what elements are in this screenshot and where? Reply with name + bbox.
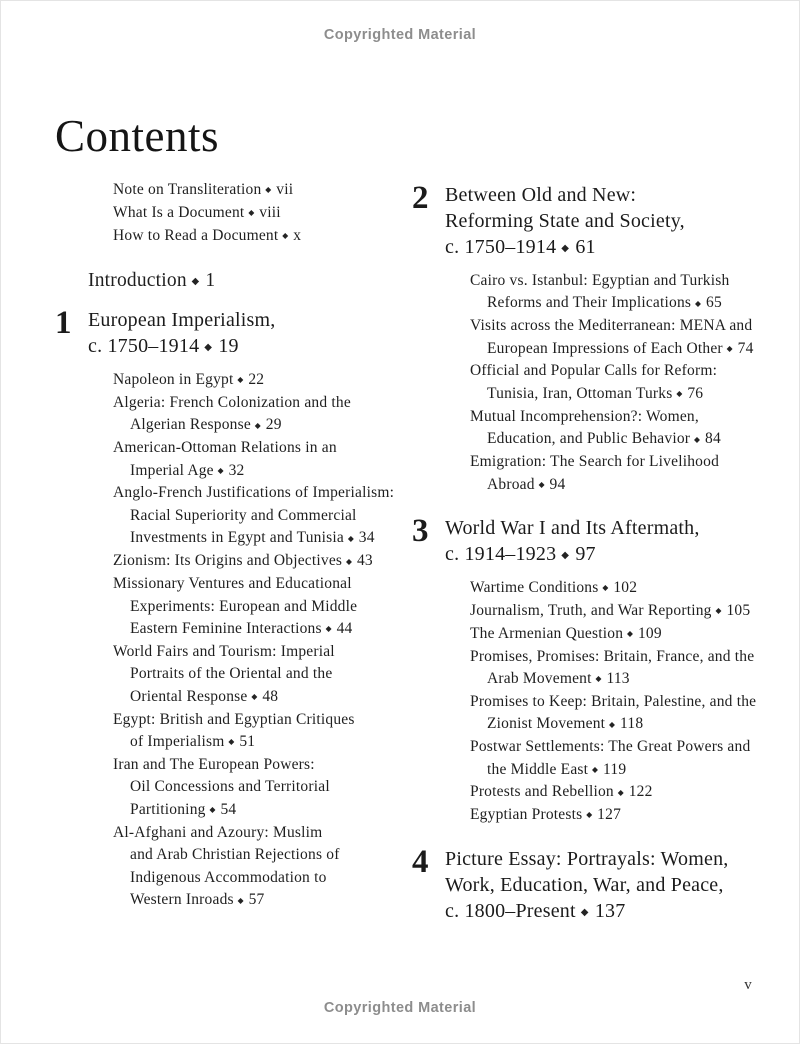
diamond-separator-icon: ◆ (538, 479, 545, 489)
chapter-title-line: c. 1750–1914 ◆ 61 (445, 234, 796, 262)
entry-line: Tunisia, Iran, Ottoman Turks ◆ 76 (487, 383, 796, 406)
right-column (412, 182, 796, 926)
page-number: 109 (637, 624, 662, 642)
toc-entry (113, 392, 407, 437)
diamond-separator-icon: ◆ (204, 342, 213, 354)
entry-line: Official and Popular Calls for Reform: (470, 362, 718, 380)
diamond-separator-icon: ◆ (586, 810, 593, 820)
page-number: 34 (358, 529, 375, 547)
entry-line: Iran and The European Powers: (113, 755, 315, 773)
page-number: 119 (603, 760, 627, 778)
chapter-title (445, 182, 796, 262)
entry-line: Oil Concessions and Territorial (130, 778, 330, 796)
entry-line: Visits across the Mediterranean: MENA and (470, 317, 753, 335)
entry-line: Missionary Ventures and Educational (113, 575, 352, 593)
page-number: 97 (575, 543, 596, 566)
entry-line: Indigenous Accommodation to (130, 868, 327, 886)
toc-entry (470, 577, 796, 600)
chapter-title-line: c. 1914–1923 ◆ 97 (445, 541, 796, 569)
front-matter-entry: What Is a Document ◆ viii (113, 202, 407, 225)
diamond-separator-icon: ◆ (346, 556, 353, 566)
toc-entry (470, 804, 796, 827)
toc-entry (470, 315, 796, 360)
toc-entry (113, 754, 407, 822)
front-matter-list (113, 179, 407, 247)
toc-entry (470, 691, 796, 736)
entry-line: Egyptian Protests ◆ 127 (470, 804, 796, 827)
entry-line: Napoleon in Egypt ◆ 22 (113, 369, 407, 392)
watermark-top: Copyrighted Material (323, 27, 477, 43)
page-number: x (293, 226, 302, 244)
page-number: viii (259, 203, 281, 221)
entry-line: of Imperialism ◆ 51 (130, 731, 407, 754)
front-matter-entry: Note on Transliteration ◆ vii (113, 179, 407, 202)
diamond-separator-icon: ◆ (237, 375, 244, 385)
chapter-title (88, 307, 407, 361)
entry-line: Postwar Settlements: The Great Powers and (470, 738, 751, 756)
diamond-separator-icon: ◆ (254, 420, 261, 430)
chapter-title-line: Reforming State and Society, (445, 210, 685, 232)
chapter-title-line: c. 1750–1914 ◆ 19 (88, 333, 407, 361)
chapter-number: 1 (55, 305, 72, 342)
toc-entry (470, 270, 796, 315)
toc-entry (113, 709, 407, 754)
toc-entry (470, 623, 796, 646)
page-number: 22 (248, 371, 265, 389)
diamond-separator-icon: ◆ (228, 737, 235, 747)
entry-line: Algerian Response ◆ 29 (130, 414, 407, 437)
chapter-title (445, 515, 796, 569)
page-number: 84 (705, 430, 721, 448)
diamond-separator-icon: ◆ (580, 906, 589, 918)
diamond-separator-icon: ◆ (715, 606, 722, 616)
page-number: 76 (687, 384, 704, 402)
page-number: 118 (620, 715, 644, 733)
entry-line: American-Ottoman Relations in an (113, 439, 337, 457)
entry-line: Investments in Egypt and Tunisia ◆ 34 (130, 527, 407, 550)
left-column (55, 179, 407, 912)
entry-line: Education, and Public Behavior ◆ 84 (487, 428, 796, 451)
entry-line: Wartime Conditions ◆ 102 (470, 577, 796, 600)
chapter-title (445, 846, 796, 926)
diamond-separator-icon: ◆ (561, 550, 570, 562)
chapter-sections (113, 369, 407, 912)
toc-entry (470, 451, 796, 496)
diamond-separator-icon: ◆ (347, 533, 354, 543)
page-number: 57 (248, 891, 265, 909)
page-number: 32 (228, 461, 245, 479)
toc-entry (113, 369, 407, 392)
entry-line: Experiments: European and Middle (130, 597, 358, 615)
diamond-separator-icon: ◆ (627, 629, 634, 638)
chapter-block (55, 307, 407, 912)
entry-line: Zionist Movement ◆ 118 (487, 713, 796, 736)
diamond-separator-icon: ◆ (325, 624, 332, 634)
chapter-title-line: European Imperialism, (88, 309, 276, 332)
front-matter-entry: How to Read a Document ◆ x (113, 225, 407, 248)
toc-entry (113, 822, 407, 912)
entry-line: Egypt: British and Egyptian Critiques (113, 710, 355, 728)
toc-entry (113, 641, 407, 709)
entry-line: Abroad ◆ 94 (487, 474, 796, 497)
chapter-block (412, 843, 796, 926)
page-number: 48 (262, 687, 279, 705)
toc-entry (113, 482, 407, 550)
toc-entry (470, 646, 796, 691)
toc-entry (470, 781, 796, 804)
chapter-title-line: Between Old and New: (445, 184, 637, 206)
diamond-separator-icon: ◆ (609, 719, 616, 729)
diamond-separator-icon: ◆ (282, 230, 289, 240)
page-number: 137 (594, 899, 626, 922)
diamond-separator-icon: ◆ (595, 674, 602, 684)
diamond-separator-icon: ◆ (251, 692, 258, 702)
entry-line: World Fairs and Tourism: Imperial (113, 642, 335, 660)
page-number: 113 (606, 670, 630, 687)
chapter-block (412, 515, 796, 827)
toc-entry (470, 360, 796, 405)
entry-line: the Middle East ◆ 119 (487, 759, 796, 782)
page-number: 54 (220, 800, 237, 818)
diamond-separator-icon: ◆ (209, 805, 216, 815)
chapter-number: 4 (412, 843, 429, 880)
entry-line: Imperial Age ◆ 32 (130, 460, 407, 483)
toc-entry (113, 550, 407, 573)
chapter-title-line: World War I and Its Aftermath, (445, 517, 700, 540)
entry-line: and Arab Christian Rejections of (130, 846, 340, 864)
entry-line: Al-Afghani and Azoury: Muslim (113, 823, 323, 841)
diamond-separator-icon: ◆ (265, 185, 272, 195)
entry-line: Oriental Response ◆ 48 (130, 686, 407, 709)
page-number: 43 (356, 552, 373, 570)
diamond-separator-icon: ◆ (217, 465, 224, 475)
chapter-block (412, 182, 796, 496)
intro-entry: Introduction ◆ 1 (88, 268, 407, 295)
entry-line: Racial Superiority and Commercial (130, 506, 357, 524)
toc-entry (470, 600, 796, 623)
chapter-title-line: c. 1800–Present ◆ 137 (445, 898, 796, 926)
chapter-title-line: Work, Education, War, and Peace, (445, 873, 724, 896)
diamond-separator-icon: ◆ (676, 389, 683, 399)
page-number: 122 (628, 783, 653, 801)
page-number-folio: v (744, 977, 752, 993)
toc-entry (470, 736, 796, 781)
page-number: 44 (336, 620, 353, 638)
entry-line: Promises to Keep: Britain, Palestine, and the (470, 692, 757, 710)
diamond-separator-icon: ◆ (694, 434, 701, 444)
chapter-number: 3 (412, 513, 429, 550)
diamond-separator-icon: ◆ (726, 343, 733, 353)
entry-line: Emigration: The Search for Livelihood (470, 453, 720, 470)
chapter-sections (470, 577, 796, 827)
diamond-separator-icon: ◆ (191, 276, 200, 288)
page-number: 29 (265, 416, 282, 434)
entry-line: Eastern Feminine Interactions ◆ 44 (130, 618, 407, 641)
entry-line: Journalism, Truth, and War Reporting ◆ 105 (470, 600, 796, 623)
diamond-separator-icon: ◆ (592, 764, 599, 774)
page-number: 74 (737, 339, 754, 357)
entry-line: Portraits of the Oriental and the (130, 665, 333, 683)
page-number: 127 (597, 806, 622, 824)
watermark-bottom: Copyrighted Material (323, 1000, 477, 1016)
entry-line: Western Inroads ◆ 57 (130, 889, 407, 912)
diamond-separator-icon: ◆ (248, 208, 255, 218)
entry-line: The Armenian Question ◆ 109 (470, 623, 796, 646)
chapter-sections (470, 270, 796, 496)
page-number: 65 (706, 294, 722, 312)
chapter-number: 2 (412, 180, 429, 216)
entry-line: Promises, Promises: Britain, France, and the (470, 647, 755, 665)
entry-line: Arab Movement ◆ 113 (487, 668, 796, 691)
diamond-separator-icon: ◆ (237, 895, 244, 905)
entry-line: Partitioning ◆ 54 (130, 799, 407, 822)
page-number: 61 (575, 236, 596, 258)
entry-line: Mutual Incomprehension?: Women, (470, 407, 699, 425)
page-number: 19 (218, 335, 239, 358)
toc-entry (470, 406, 796, 451)
page-number: vii (276, 181, 294, 198)
toc-entry (113, 573, 407, 641)
chapter-title-line: Picture Essay: Portrayals: Women, (445, 847, 729, 870)
page-number: 102 (613, 579, 638, 597)
toc-entry (113, 437, 407, 482)
entry-line: European Impressions of Each Other ◆ 74 (487, 338, 796, 361)
entry-line: Algeria: French Colonization and the (113, 393, 351, 411)
diamond-separator-icon: ◆ (695, 298, 702, 308)
entry-line: Anglo-French Justifications of Imperialism: (113, 484, 395, 502)
diamond-separator-icon: ◆ (602, 583, 609, 593)
entry-line: Reforms and Their Implications ◆ 65 (487, 292, 796, 315)
page-title: Contents (55, 111, 220, 162)
entry-line: Zionism: Its Origins and Objectives ◆ 43 (113, 550, 407, 573)
page-number: 105 (726, 601, 751, 619)
entry-line: Protests and Rebellion ◆ 122 (470, 781, 796, 804)
entry-line: Cairo vs. Istanbul: Egyptian and Turkish (470, 271, 730, 289)
diamond-separator-icon: ◆ (561, 242, 570, 254)
page-number: 1 (205, 270, 216, 292)
page-number: 94 (549, 475, 566, 493)
diamond-separator-icon: ◆ (617, 787, 624, 797)
page-number: 51 (239, 733, 256, 751)
